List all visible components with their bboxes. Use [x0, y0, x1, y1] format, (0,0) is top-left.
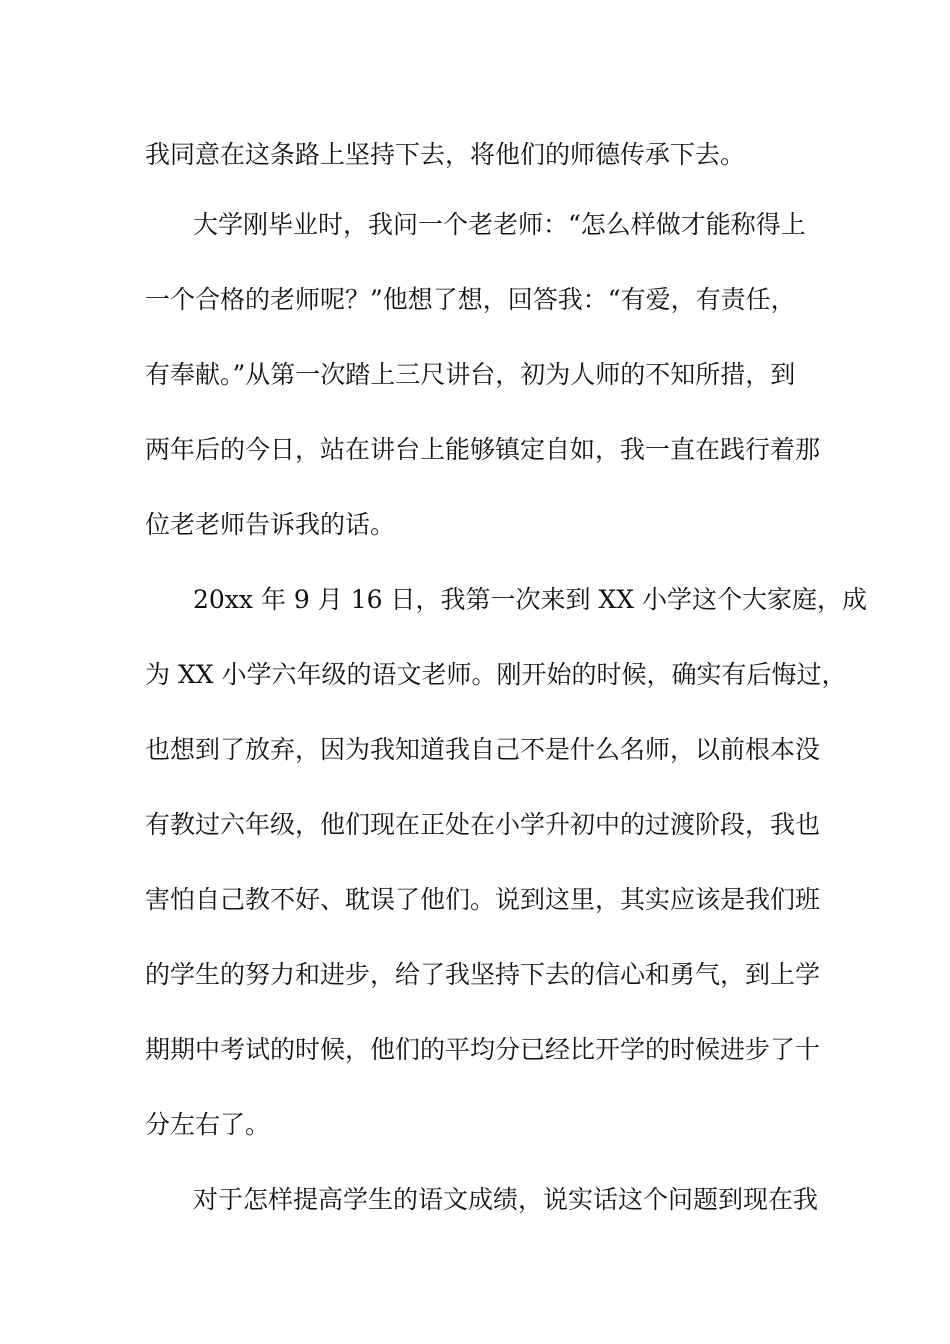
paragraph-3-line-4: 有教过六年级，他们现在正处在小学升初中的过渡阶段，我也: [145, 810, 821, 839]
paragraph-2-line-3: 有奉献。”从第一次踏上三尺讲台，初为人师的不知所措，到: [145, 360, 796, 389]
paragraph-2-line-5: 位老老师告诉我的话。: [145, 510, 396, 539]
paragraph-2-line-4: 两年后的今日，站在讲台上能够镇定自如，我一直在践行着那: [145, 435, 821, 464]
paragraph-2-line-1: 大学刚毕业时，我问一个老老师：“怎么样做才能称得上: [193, 210, 806, 239]
paragraph-3-line-2: 为 XX 小学六年级的语文老师。刚开始的时候，确实有后悔过，: [145, 660, 847, 689]
paragraph-3-line-1: 20xx 年 9 月 16 日，我第一次来到 XX 小学这个大家庭，成: [193, 585, 867, 614]
paragraph-2-line-2: 一个合格的老师呢？”他想了想，回答我：“有爱，有责任，: [145, 285, 796, 314]
paragraph-1-line-1: 我同意在这条路上坚持下去，将他们的师德传承下去。: [145, 140, 746, 169]
paragraph-3-line-6: 的学生的努力和进步，给了我坚持下去的信心和勇气，到上学: [145, 960, 821, 989]
paragraph-3-line-8: 分左右了。: [145, 1110, 271, 1139]
paragraph-4-line-1: 对于怎样提高学生的语文成绩，说实话这个问题到现在我: [193, 1185, 819, 1214]
paragraph-3-line-3: 也想到了放弃，因为我知道我自己不是什么名师，以前根本没: [145, 735, 821, 764]
paragraph-3-line-7: 期期中考试的时候，他们的平均分已经比开学的时候进步了十: [145, 1035, 821, 1064]
paragraph-3-line-5: 害怕自己教不好、耽误了他们。说到这里，其实应该是我们班: [145, 885, 821, 914]
